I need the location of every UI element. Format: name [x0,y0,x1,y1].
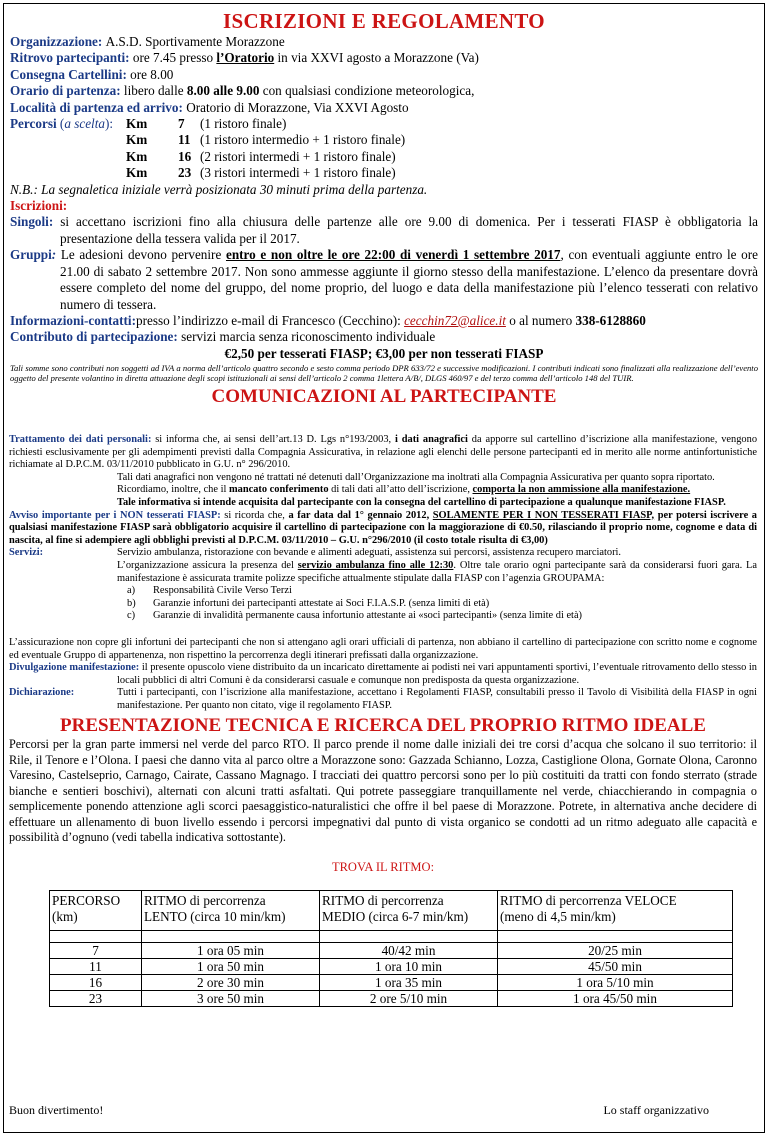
phone-number: 338-6128860 [575,312,646,328]
percorso-row: Km 16 (2 ristori intermedi + 1 ristoro finale) [126,148,396,164]
table-row: 7 1 ora 05 min 40/42 min 20/25 min [50,942,733,958]
consegna-line: Consegna Cartellini: ore 8.00 [10,66,174,82]
comunicazioni-title: COMUNICAZIONI AL PARTECIPANTE [211,386,557,408]
flyer-content [10,8,758,408]
table-row: 23 3 ore 50 min 2 ore 5/10 min 1 ora 45/50 min [50,990,733,1006]
fine-print: Tali somme sono contributi non soggetti ad IVA a norma dell’articolo quattro secondo e sesto comma periodo DPR 633/72 e successive modificazioni. I contributi indicati sono finalizzati alla realizzazione dell’evento oggetto del presente volantino in diretta attuazione degli scopi istituzionali ai sensi dell’articolo 2 comma 1lettera A/B/, DLGS 460/97 e del terzo comma dell’articolo 148 del TUIR. [10,362,758,383]
percorsi-note: a scelta [64,116,105,132]
table-row: 11 1 ora 50 min 1 ora 10 min 45/50 min [50,958,733,974]
assicurazione-paragraph: L’assicurazione non copre gli infortuni dei partecipanti che non si attengano agli orari ufficiali di partenza, non abbiano il cartellino di partecipazione con scritto nome e cognome ed eventuale Gruppo di appartenenza, non rispettino la percorrenza degli itinerari prefissati dalla organizzazione. [9,636,757,661]
trova-ritmo-heading: TROVA IL RITMO: [331,860,435,875]
percorso-row: Km 23 (3 ristori intermedi + 1 ristoro finale) [126,165,396,181]
localita-line: Località di partenza ed arrivo: Oratorio di Morazzone, Via XXVI Agosto [10,99,409,115]
contributo-line: Contributo di partecipazione: servizi marcia senza riconoscimento individuale [10,329,436,345]
trattamento-p4: Tale informativa si intende acquisita dal partecipante con la consegna del cartellino di partecipazione a qualunque manifestazione FIASP. [117,496,726,508]
info-line: Informazioni-contatti:presso l’indirizzo e-mail di Francesco (Cecchino): cecchin72@alice.it o al numero 338-6128860 [10,312,646,328]
orario-line: Orario di partenza: libero dalle 8.00 alle 9.00 con qualsiasi condizione meteorologica, [10,83,475,99]
localita-value: Oratorio di Morazzone, Via XXVI Agosto [186,99,409,115]
dichiarazione-row: Dichiarazione: Tutti i partecipanti, con l’iscrizione alla manifestazione, accettano i Regolamenti FIASP, consultabili presso il Tavolo di Visibilità della FIASP in ogni manifestazione. Per quanto non citato, vige il regolamento FIASP. [9,687,757,711]
organizzazione-value: A.S.D. Sportivamente Morazzone [105,34,285,49]
avviso-label: Avviso importante per i NON tesserati FIASP: [9,509,221,521]
nb-note: N.B.: La segnaletica iniziale verrà posizionata 30 minuti prima della partenza. [10,181,428,197]
col-header-veloce: RITMO di percorrenza VELOCE (meno di 4,5 min/km) [498,890,733,930]
col-header-lento: RITMO di percorrenza LENTO (circa 10 min/km) [142,890,320,930]
table-row: 16 2 ore 30 min 1 ora 35 min 1 ora 5/10 min [50,974,733,990]
ritrovo-line: Ritrovo partecipanti: ore 7.45 presso l’Oratorio in via XXVI agosto a Morazzone (Va) [10,50,479,66]
contributo-price: €2,50 per tesserati FIASP; €3,00 per non tesserati FIASP [224,345,544,361]
localita-label: Località di partenza ed arrivo [10,99,179,115]
gruppi-label: Gruppi [10,247,52,263]
presentazione-title: PRESENTAZIONE TECNICA E RICERCA DEL PROPRIO RITMO IDEALE [60,715,706,737]
servizi-row: Servizi: Servizio ambulanza, ristorazione con bevande e alimenti adeguati, assistenza sui percorsi, assistenza recupero marciatori. L’organizzazione assicura la presenza del servizio ambulanza fino alle 12:30. Oltre tale orario ogni partecipante sarà da considerarsi fuori gara. La manifestazione è assicurata tramite polizze specifiche attualmente stipulate dalla FIASP con l’agenzia GROUPAMA: a) Responsabilità Civile Verso Terzi b) Garanzie infortuni dei partecipanti attestate ai Soci F.I.A.S.P. (senza limiti di età) c) Garanzie di invalidità permanente causa infortunio attestante ai «soci partecipanti» (senza limite di età) [9,547,757,622]
servizi-label: Servizi: [9,547,44,559]
percorsi-label: Percorsi [10,116,57,132]
trattamento-p2: Tali dati anagrafici non vengono né trattati né detenuti dall’Organizzazione ma inoltrati alla Compagnia Assicurativa per quanto sopra riportato. [117,471,715,483]
gruppi-deadline: entro e non oltre le ore 22:00 di venerdì 1 settembre 2017 [225,247,561,263]
footer-left: Buon divertimento! [9,1103,104,1117]
consegna-label: Consegna Cartellini [10,66,123,82]
flyer-page [3,3,765,1133]
divulgazione-label: Divulgazione manifestazione: [9,662,140,674]
avviso-paragraph: Avviso importante per i NON tesserati FIASP: si ricorda che, a far data dal 1° gennaio 2012, SOLAMENTE PER I NON TESSERATI FIASP, per potersi iscrivere a qualsiasi manifestazione FIASP sarà obbligatorio acquisire il cartellino di partecipazione con la maggiorazione di €0.50, rilasciando il proprio nome, cognome e data di nascita, al fine si adempiere agli obblighi previsti al D.P.C.M. 03/11/2010 – G.U. n°296/2010 (il costo totale risulta di €3,00) [9,509,757,546]
dichiarazione-label: Dichiarazione: [9,687,75,699]
percorsi-block [10,116,758,182]
organizzazione-line: Organizzazione: A.S.D. Sportivamente Morazzone [10,34,285,49]
list-item: b) Garanzie infortuni dei partecipanti attestate ai Soci F.I.A.S.P. (senza limiti di età) [127,597,490,609]
email-link[interactable]: cecchin72@alice.it [404,312,506,328]
contributo-label: Contributo di partecipazione: [10,329,178,345]
page-title: ISCRIZIONI E REGOLAMENTO [223,9,545,33]
divulgazione-paragraph: Divulgazione manifestazione: il presente opuscolo viene distribuito da un incaricato direttamente ai podisti nei vari appuntamenti sportivi, l’eventuale ritrovamento dello stesso in locali pubblici di altri Comuni è da considerarsi casuale e comunque non predisposta da questa organizzazione. [9,662,757,686]
list-item: a) Responsabilità Civile Verso Terzi [127,585,292,597]
presentazione-paragraph: Percorsi per la gran parte immersi nel verde del parco RTO. Il parco prende il nome dalle iniziali dei tre corsi d’acqua che solcano il suo territorio: il Rile, il Tenore e l’Olona. I paesi che danno vita al parco oltre a Morazzone sono: Gazzada Schianno, Lozza, Castiglione Olona, Gornate Olona, Caronno Varesino, Castelseprio, Carnago, Cairate, Cassano Magnago. I tracciati dei quattro percorsi sono per lo più costituiti da tratti con fondo sterrato (strade bianche e sentieri boschivi), alternati con alcuni tratti asfaltati. Qui potrete passeggiare tranquillamente nel verde, chiacchierando in compagnia o semplicemente ponendo attenzione agli scorci paesaggistico-naturalistici che offre il bel paese di Morazzone. Potrete, in alternativa anche decidere di effettuare un allenamento di buon livello essendo i percorsi impegnativi dal punto di vista organico se condotti ad un ritmo adeguato alle capacità e possibilità d’ognuno (vedi tabella indicativa sottostante). [9,737,757,844]
consegna-value: ore 8.00 [130,66,174,82]
trattamento-p3: Ricordiamo, inoltre, che il mancato conferimento di tali dati all’atto dell’iscrizione, comporta la non ammissione alla manifestazione. [117,484,691,496]
ritrovo-place: l’Oratorio [216,50,275,66]
ritrovo-label: Ritrovo partecipanti [10,50,126,66]
gruppi-paragraph: Gruppi: Le adesioni devono pervenire entro e non oltre le ore 22:00 di venerdì 1 settembre 2017, con eventuali aggiunte entro le ore 21.00 di sabato 2 settembre 2017. Non sono ammesse aggiunte il giorno stesso della manifestazione. L’elenco da presentare dovrà essere completo del nome del gruppo, del nome proprio, del luogo e data della manifestazione più l’elenco tesserati con relativo numero di tessera. [10,247,758,312]
singoli-paragraph: Singoli: si accettano iscrizioni fino alla chiusura delle partenze alle ore 9.00 di domenica. Per i tesserati FIASP è obbligatoria la presentazione della tessera valida per il 2017. [10,214,758,246]
orario-range: 8.00 alle 9.00 [186,83,260,99]
iscrizioni-heading: Iscrizioni: [10,198,68,214]
footer-right: Lo staff organizzativo [603,1103,709,1117]
col-header-medio: RITMO di percorrenza MEDIO (circa 6-7 min/km) [320,890,498,930]
col-header-percorso: PERCORSO (km) [50,890,142,930]
organizzazione-label: Organizzazione [10,34,98,49]
info-label: Informazioni-contatti: [10,312,136,328]
singoli-label: Singoli [10,214,49,230]
list-item: c) Garanzie di invalidità permanente causa infortunio attestante ai «soci partecipanti» (senza limite di età) [127,610,583,622]
orario-label: Orario di partenza [10,83,117,99]
trattamento-paragraph: Trattamento dei dati personali: si informa che, ai sensi dell’art.13 D. Lgs n°193/2003, i dati anagrafici da apporre sul cartellino d’iscrizione alla manifestazione, vengono richiesti esclusivamente per gli adempimenti previsti dalla Compagnia Assicurativa, in relazione agli elenchi delle persone partecipanti ed in merito alle norme antinfortunistiche richiamate al D.P.C.M. 03/11/2010 pubblicato in G.U. n° 296/2010. [9,434,758,471]
percorso-row: Km 11 (1 ristoro intermedio + 1 ristoro finale) [126,132,406,148]
percorso-row: Percorsi (a scelta): Km 7 (1 ristoro finale) [10,116,287,132]
